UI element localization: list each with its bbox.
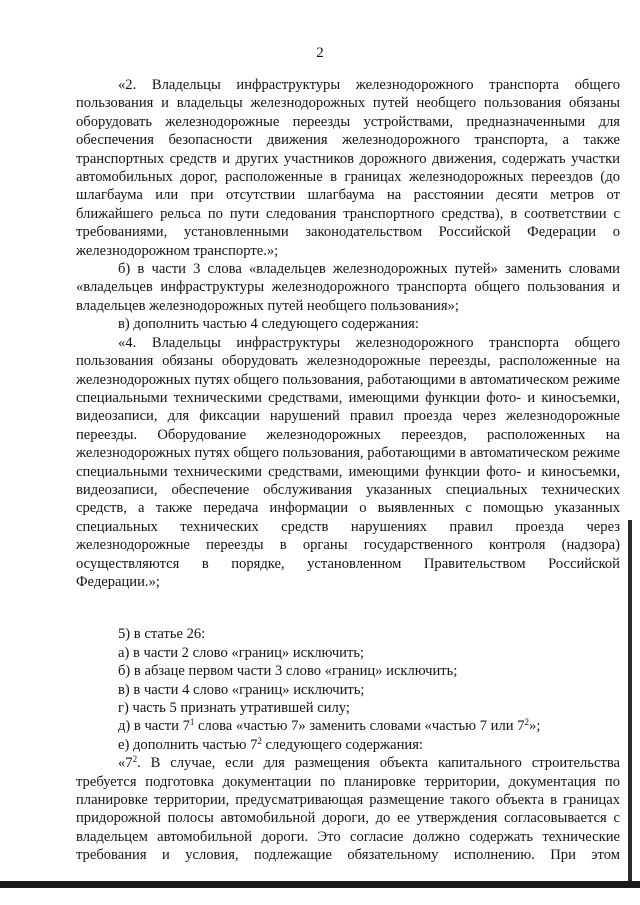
paragraph-add-part-4: в) дополнить частью 4 следующего содержания:	[118, 316, 419, 333]
paragraph-part-7-2-text: «$7^2$. В случае, если для размещения объекта капитального строительства требуется подготовка документации по планировке территории, документация по планировке территории, предусматривающая размещение такого объекта в границах придорожной полосы автомобильной дороги, до ее утверждения согласовывается с владельцем автомобильной дороги. Это согласие должно содержать технические требования и условия, подлежащие обязательному исполнению. При этом	[76, 754, 620, 864]
paragraph-article-26: 5) в статье 26:	[118, 626, 206, 643]
list-item-v: в) в части 4 слово «границ» исключить;	[118, 681, 365, 698]
paragraph-part-4-text: «4. Владельцы инфраструктуры железнодорожного транспорта общего пользования обязаны оборудовать железнодорожные переезды, расположенные на железнодорожных путях общего пользования, работающими в автоматическом режиме специальными техническими средствами, имеющими функции фото- и киносъемки, видеозаписи, для фиксации нарушений правил проезда через железнодорожные переезды. Оборудование железнодорожных переездов, расположенных на железнодорожных путях общего пользования, работающими в автоматическом режиме специальными техническими средствами, имеющими функции фото- и киносъемки, видеозаписи, обеспечение обслуживания указанных специальных технических средств, а также передача информации о выявленных с помощью указанных специальных технических средств нарушениях правил проезда через железнодорожные переезды в органы государственного контроля (надзора) осуществляются в порядке, установленном Правительством Российской	[76, 334, 620, 572]
list-item-g: г) часть 5 признать утратившей силу;	[118, 700, 350, 716]
paragraph-spacer	[76, 591, 620, 625]
page-number: 2	[316, 45, 324, 61]
paragraph-railway-infrastructure-owners: «2. Владельцы инфраструктуры железнодорожного транспорта общего пользования и владельцы железнодорожных путей необщего пользования обязаны оборудовать железнодорожные переезды устройствами, предназначенными для обеспечения безопасности движения железнодорожного транспорта, а также транспортных средств и других участников дорожного движения, содержать участки автомобильных дорог, расположенные в границах железнодорожных переездов (до шлагбаума или при отсутствии шлагбаума на расстоянии десяти метров от ближайшего рельса по пути следования транспортного средства), в соответствии с требованиями, установленными законодательством Российской Федерации о железнодорожном транспорте.»;	[76, 77, 620, 259]
list-item-a: а) в части 2 слово «границ» исключить;	[118, 644, 365, 661]
list-item-e: е) дополнить частью $7^2$ следующего содержания:	[118, 735, 423, 753]
paragraph-part-3-replacement: б) в части 3 слова «владельцев железнодорожных путей» заменить словами «владельцев инфраструктуры железнодорожного транспорта общего пользования и владельцев железнодорожных путей необщего пользования»;	[76, 261, 620, 314]
document-body	[76, 76, 620, 865]
list-item-d: д) в части $7^1$ слова «частью 7» заменить словами «частью 7 или $7^2$»;	[118, 717, 541, 735]
scan-edge-right	[628, 520, 632, 882]
paragraph-part-4-end: Федерации.»;	[76, 573, 160, 590]
scan-edge-bottom	[0, 881, 640, 888]
list-item-b: б) в абзаце первом части 3 слово «границ» исключить;	[118, 663, 458, 680]
